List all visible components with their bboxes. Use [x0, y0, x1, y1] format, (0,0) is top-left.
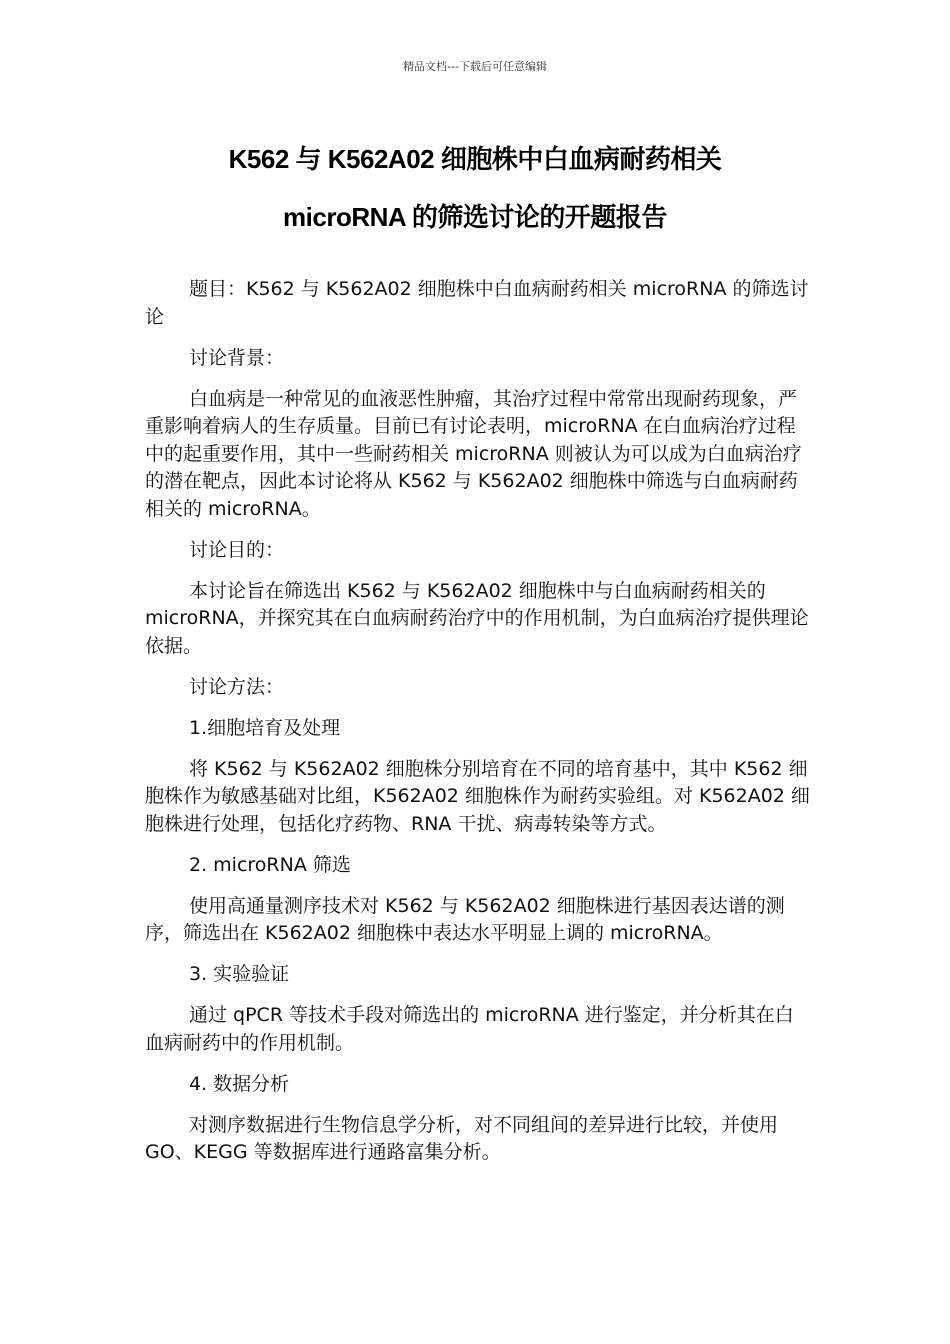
background-paragraph: 白血病是一种常见的血液恶性肿瘤，其治疗过程中常常出现耐药现象，严重影响着病人的生存质量。目前已有讨论表明，microRNA 在白血病治疗过程中的起重要作用，其中一些耐药相关 microRNA 则被认为可以成为白血病治疗的潜在靶点，因此本讨论将从 K562 与 K562A02 细胞株中筛选与白血病耐药相关的 microRNA。 — [145, 387, 802, 520]
document-title-line-2: microRNA 的筛选讨论的开题报告 — [283, 202, 667, 232]
document-body — [145, 276, 810, 1180]
section-heading-methods: 讨论方法： — [189, 675, 285, 698]
method-4-paragraph: 对测序数据进行生物信息学分析，对不同组间的差异进行比较，并使用 GO、KEGG 等数据库进行通路富集分析。 — [145, 1113, 779, 1163]
document-title-line-1: K562 与 K562A02 细胞株中白血病耐药相关 — [228, 144, 722, 174]
method-4-heading: 4. 数据分析 — [189, 1072, 290, 1095]
purpose-paragraph: 本讨论旨在筛选出 K562 与 K562A02 细胞株中与白血病耐药相关的 microRNA，并探究其在白血病耐药治疗中的作用机制，为白血病治疗提供理论依据。 — [145, 579, 809, 657]
topic-paragraph: 题目：K562 与 K562A02 细胞株中白血病耐药相关 microRNA 的筛选讨论 — [145, 278, 809, 328]
method-3-paragraph: 通过 qPCR 等技术手段对筛选出的 microRNA 进行鉴定，并分析其在白血病耐药中的作用机制。 — [145, 1004, 794, 1054]
method-2-heading: 2. microRNA 筛选 — [189, 853, 351, 876]
method-1-paragraph: 将 K562 与 K562A02 细胞株分别培育在不同的培育基中，其中 K562 细胞株作为敏感基础对比组，K562A02 细胞株作为耐药实验组。对 K562A02 细胞株进行处理，包括化疗药物、RNA 干扰、病毒转染等方式。 — [145, 757, 810, 835]
section-heading-purpose: 讨论目的： — [189, 538, 285, 561]
method-1-heading: 1.细胞培育及处理 — [189, 716, 341, 739]
method-3-heading: 3. 实验验证 — [189, 963, 290, 985]
section-heading-background: 讨论背景： — [189, 346, 285, 369]
method-2-paragraph: 使用高通量测序技术对 K562 与 K562A02 细胞株进行基因表达谱的测序，筛选出在 K562A02 细胞株中表达水平明显上调的 microRNA。 — [145, 894, 785, 944]
header-note: 精品文档---下载后可任意编辑 — [403, 60, 547, 73]
